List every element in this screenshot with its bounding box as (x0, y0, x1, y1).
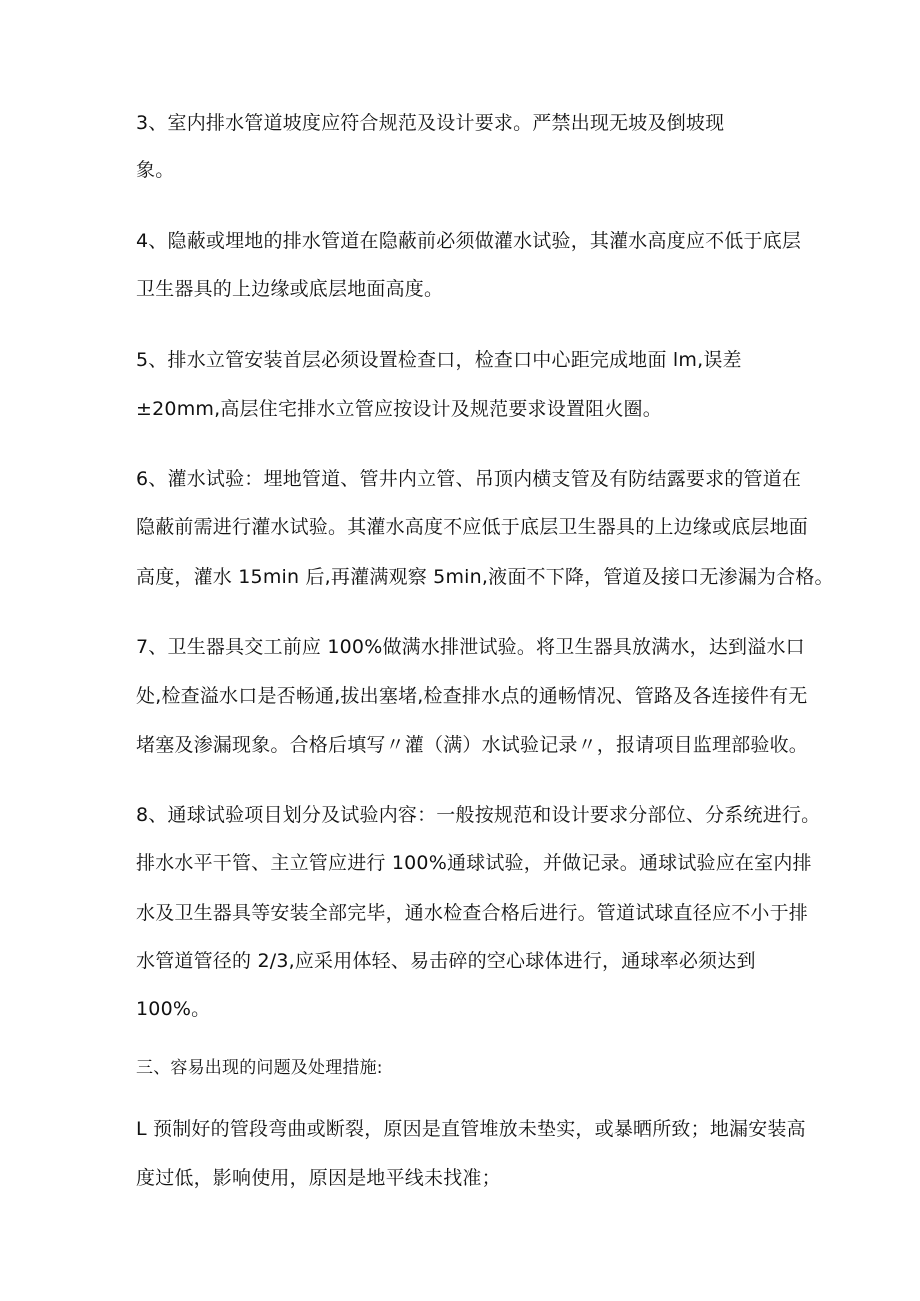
paragraph-6-line-2: 隐蔽前需进行灌水试验。其灌水高度不应低于底层卫生器具的上边缘或底层地面 (136, 516, 809, 538)
paragraph-8-line-2: 排水水平干管、主立管应进行 100%通球试验，并做记录。通球试验应在室内排 (136, 852, 812, 874)
paragraph-8-line-1: 8、通球试验项目划分及试验内容：一般按规范和设计要求分部位、分系统进行。 (136, 804, 821, 826)
paragraph-6-line-1: 6、灌水试验：埋地管道、管井内立管、吊顶内横支管及有防结露要求的管道在 (136, 468, 802, 490)
paragraph-l-line-2: 度过低，影响使用，原因是地平线未找准； (136, 1167, 501, 1189)
section-heading: 三、容易出现的问题及处理措施: (136, 1058, 383, 1078)
paragraph-8-line-4: 水管道管径的 2/3,应采用体轻、易击碎的空心球体进行，通球率必须达到 (136, 950, 756, 972)
paragraph-7-line-3: 堵塞及渗漏现象。合格后填写〃灌（满）水试验记录〃，报请项目监理部验收。 (136, 734, 809, 756)
paragraph-4-line-2: 卫生器具的上边缘或底层地面高度。 (136, 278, 444, 300)
paragraph-5-line-2: ±20mm,高层住宅排水立管应按设计及规范要求设置阻火圈。 (136, 398, 662, 420)
paragraph-5-line-1: 5、排水立管安装首层必须设置检查口，检查口中心距完成地面 lm,误差 (136, 349, 742, 371)
paragraph-6-line-3: 高度，灌水 15min 后,再灌满观察 5min,液面不下降，管道及接口无渗漏为合格。 (136, 566, 834, 588)
paragraph-7-line-1: 7、卫生器具交工前应 100%做满水排泄试验。将卫生器具放满水，达到溢水口 (136, 636, 805, 658)
paragraph-8-line-3: 水及卫生器具等安装全部完毕，通水检查合格后进行。管道试球直径应不小于排 (136, 902, 809, 924)
paragraph-l-line-1: L 预制好的管段弯曲或断裂，原因是直管堆放未垫实，或暴晒所致；地漏安装高 (136, 1118, 806, 1140)
paragraph-8-line-5: 100%。 (136, 998, 211, 1020)
paragraph-4-line-1: 4、隐蔽或埋地的排水管道在隐蔽前必须做灌水试验，其灌水高度应不低于底层 (136, 230, 802, 252)
paragraph-3-line-1: 3、室内排水管道坡度应符合规范及设计要求。严禁出现无坡及倒坡现 (136, 112, 725, 134)
paragraph-3-line-2: 象。 (136, 159, 175, 181)
paragraph-7-line-2: 处,检查溢水口是否畅通,拔出塞堵,检查排水点的通畅情况、管路及各连接件有无 (136, 685, 808, 707)
